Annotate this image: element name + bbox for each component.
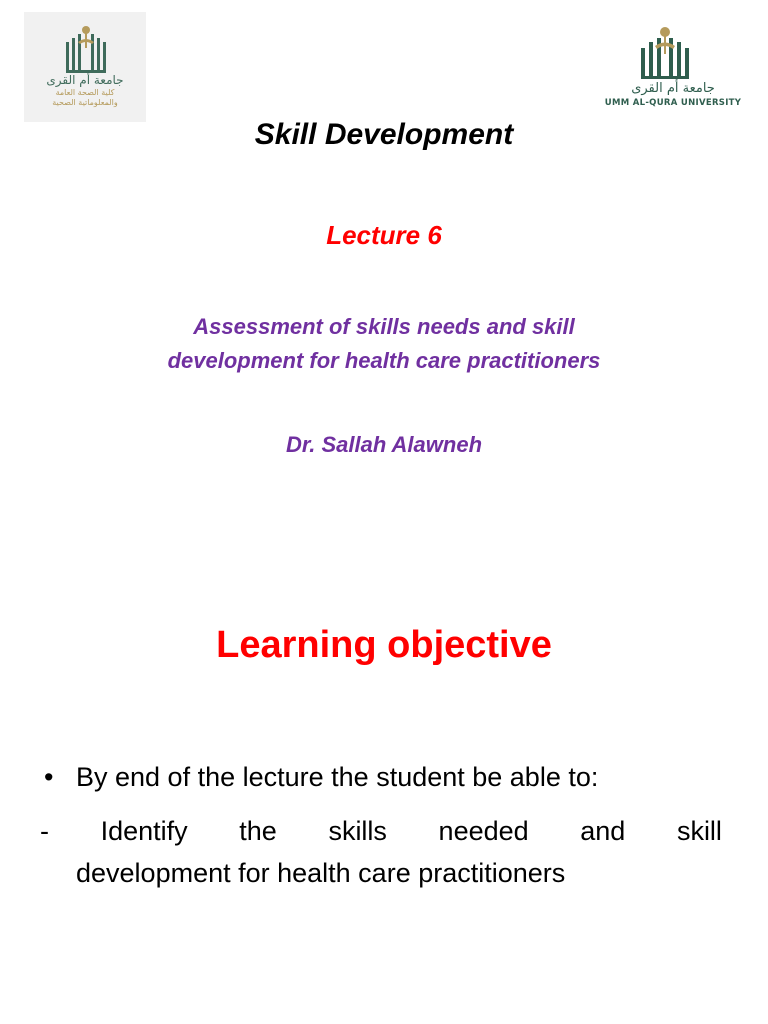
lecture-subtitle-line1: Assessment of skills needs and skill bbox=[193, 314, 575, 339]
objective-word: skill bbox=[676, 816, 722, 846]
bullet-item bbox=[44, 762, 598, 793]
objective-item bbox=[40, 810, 722, 894]
slide-title-text: Skill Development bbox=[254, 118, 514, 151]
objective-dash: - bbox=[40, 816, 49, 846]
university-logo-english-name: UMM AL-QURA UNIVERSITY bbox=[604, 98, 742, 108]
lecture-subtitle bbox=[0, 310, 768, 378]
college-logo-arabic-line3: والمعلوماتية الصحية bbox=[52, 98, 118, 107]
university-emblem-icon bbox=[64, 20, 108, 76]
bullet-item-text: By end of the lecture the student be able to: bbox=[76, 762, 599, 792]
bullet-dot-icon: • bbox=[44, 762, 54, 792]
university-logo bbox=[596, 22, 750, 112]
lecture-subtitle-line2: development for health care practitioners bbox=[167, 348, 601, 373]
learning-objective-heading: Learning objective bbox=[216, 624, 552, 666]
college-logo-arabic-name: جامعة أم القرى bbox=[46, 73, 124, 87]
objective-word: and bbox=[580, 816, 626, 846]
slide-learning-objective bbox=[0, 512, 768, 1024]
objective-word: the bbox=[239, 816, 277, 846]
college-logo-arabic-line2: كلية الصحة العامة bbox=[55, 88, 115, 97]
objective-item-line2: development for health care practitioners bbox=[76, 858, 566, 888]
objective-word: skills bbox=[328, 816, 387, 846]
objective-word: needed bbox=[438, 816, 529, 846]
objective-word: Identify bbox=[100, 816, 188, 846]
college-logo bbox=[24, 12, 146, 122]
objective-item-line1 bbox=[40, 810, 722, 852]
university-logo-arabic-name: جامعة أم القرى bbox=[631, 81, 715, 96]
author-name: Dr. Sallah Alawneh bbox=[285, 432, 483, 457]
university-emblem-icon bbox=[638, 22, 692, 82]
lecture-number: Lecture 6 bbox=[326, 220, 442, 250]
